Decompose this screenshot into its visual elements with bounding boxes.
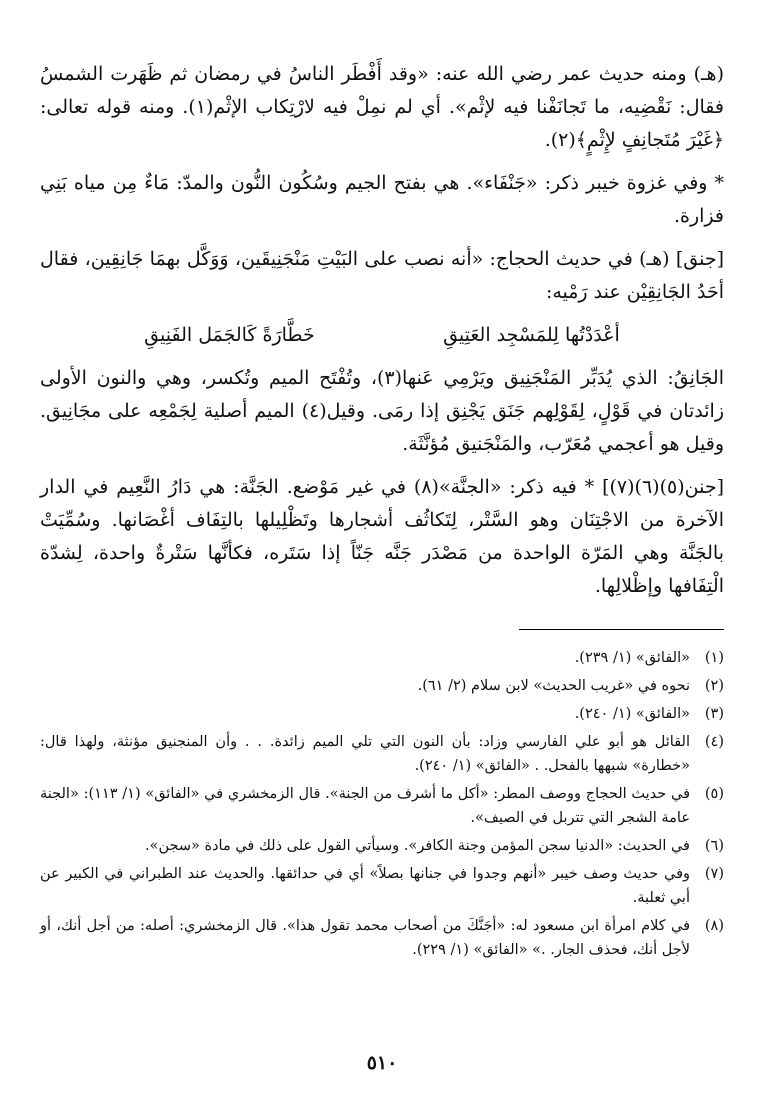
verse-first-hemistich: أعْدَدْتُها لِلمَسْجِد العَتِيقِ — [443, 324, 620, 346]
paragraph-jaaniq: الجَانِقُ: الذي يُدَبِّر المَنْجَنِيق ويَرْمِي عَنها(٣)، وتُفْتَح الميم وتُكسر، وهي والنون الأولى زائدتان في قَوْلٍ، لِقَوْلِهم جَنَق يَجْنِق إذا رمَى. وقيل(٤) الميم أصلية لِجَمْعِه على مجَانِيق. وقيل هو أعجمي مُعَرّب، والمَنْجَنيق مُؤنَّثَة. — [40, 367, 725, 455]
footnote-number: (٤) — [704, 734, 724, 750]
footnote-7 — [40, 862, 724, 910]
footnote-6 — [40, 834, 724, 858]
paragraph-jnf-khaybar: * وفي غزوة خيبر ذكر: «جَنْفَاء». هي بفتح الجيم وسُكُون النُّون والمدّ: مَاءٌ مِن مياه بَنِي فزارة. — [40, 172, 724, 227]
footnotes — [40, 646, 724, 962]
footnote-number: (٢) — [704, 678, 724, 694]
footnote-text: في حديث الحجاج ووصف المطر: «أكل ما أشرف من الجنة». قال الزمخشري في «الفائق» (١/ ١١٣): «الجنة عامة الشجر التي تتربل في الصيف». — [40, 786, 691, 826]
footnote-number: (٨) — [704, 918, 724, 934]
paragraph-jnf-umar: (هـ) ومنه حديث عمر رضي الله عنه: «وقد أَفْطَر الناسُ في رمضان ثم ظَهَرت الشمسُ فقال: نَقْضِيه، ما تَجانَفْنا فيه لإثْم». أي لم نمِلْ فيه لارْتِكاب الإثْم(١). ومنه قوله تعالى: ﴿غَيْرَ مُتَجانِفٍ لإِثْمٍ﴾(٢). — [40, 63, 724, 151]
footnote-4 — [40, 730, 724, 778]
footnote-text: القائل هو أبو علي الفارسي وزاد: بأن النون التي تلي الميم زائدة. . . وأن المنجنيق مؤنثة، ولهذا قال: «خطارة» شبهها بالفحل. . «الفائق» (١/ ٢٤٠). — [40, 734, 690, 774]
footnote-separator-wrap — [40, 629, 724, 630]
footnote-number: (٥) — [704, 786, 724, 802]
footnote-text: في الحديث: «الدنيا سجن المؤمن وجنة الكافر». وسيأتي القول على ذلك في مادة «سجن». — [144, 838, 690, 854]
footnote-text: وفي حديث وصف خيبر «أنهم وجدوا في جنانها بصلاً» أي في حدائقها. والحديث عند الطبراني في الكبير عن أبي ثعلبة. — [40, 866, 690, 906]
footnote-1 — [40, 646, 724, 670]
footnote-8 — [40, 914, 724, 962]
paragraph-jnq: [جنق] (هـ) في حديث الحجاج: «أنه نصب على البَيْتِ مَنْجَنِيقَين، وَوَكَّل بهمَا جَانِقِين، فقال أحَدُ الجَانِقِيْن عند رَمْيه: — [40, 248, 724, 303]
footnote-2 — [40, 674, 724, 698]
poetry-verse — [40, 319, 724, 352]
paragraph-jnn: [جنن(٥)(٦)(٧)] * فيه ذكر: «الجنَّة»(٨) في غير مَوْضع. الجَنَّة: هي دَارُ النَّعِيم في الدار الآخرة من الاجْتِنَان وهو السَّتْر، لِتَكاثُف أشجارها وتَظْلِيلها بالتِفَاف أغْصَانها. وسُمِّيَتْ بالجَنَّة وهي المَرّة الواحدة من مَصْدَر جَنَّه جَنّاً إذا سَتَره، فكأنَّها سَتْرةٌ واحدة، لِشدّة الْتِفَافها وإظْلالِها. — [40, 476, 724, 597]
footnote-5 — [40, 782, 724, 830]
footnote-number: (١) — [704, 650, 724, 666]
footnote-text: في كلام امرأة ابن مسعود له: «أجَنَّكَ من أصحاب محمد تقول هذا». قال الزمخشري: أصله: من أجل أنك، أو لأجل أنك، فحذف الجار. .» «الفائق» (١/ ٢٢٩). — [40, 918, 690, 958]
footnote-3 — [40, 702, 724, 726]
footnote-text: «الفائق» (١/ ٢٣٩). — [574, 650, 690, 666]
footnote-number: (٦) — [704, 838, 724, 854]
verse-second-hemistich: خَطَّارَةً كَالجَمَل الفَنِيقِ — [144, 324, 315, 346]
footnote-text: نحوه في «غريب الحديث» لابن سلام (٢/ ٦١). — [417, 678, 690, 694]
page-number: ٥١٠ — [366, 1052, 398, 1074]
footnote-separator — [519, 629, 724, 630]
footnote-number: (٧) — [704, 866, 724, 882]
footnote-number: (٣) — [704, 706, 724, 722]
footnote-text: «الفائق» (١/ ٢٤٠). — [574, 706, 690, 722]
